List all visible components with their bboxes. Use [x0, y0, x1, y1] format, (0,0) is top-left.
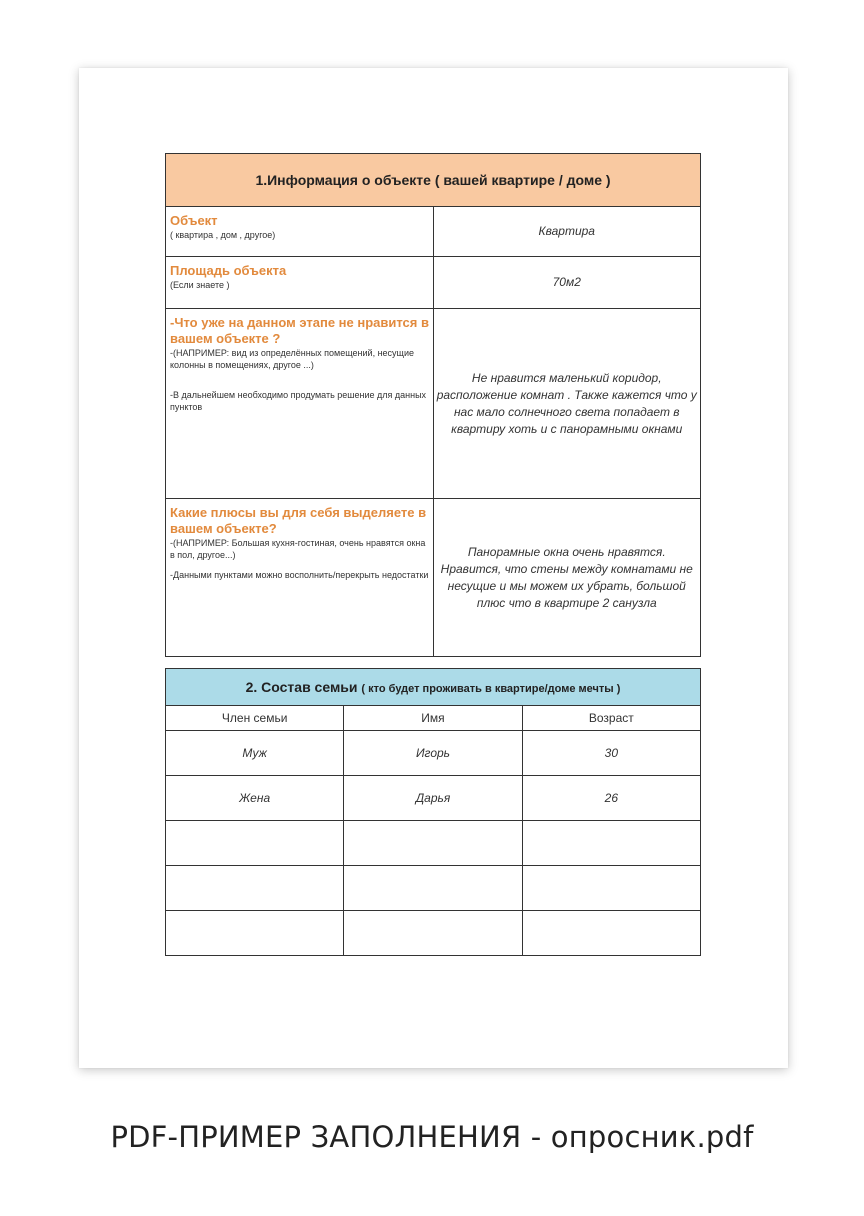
- area-hint: (Если знаете ): [170, 280, 230, 290]
- age-cell: [522, 911, 700, 956]
- name-cell: [344, 866, 522, 911]
- name-cell: [344, 821, 522, 866]
- object-label: Объект: [170, 213, 218, 228]
- object-value: Квартира: [433, 207, 701, 257]
- file-caption[interactable]: PDF-ПРИМЕР ЗАПОЛНЕНИЯ - опросник.pdf: [110, 1120, 754, 1154]
- area-label-cell: [166, 257, 434, 309]
- family-title-cell: [166, 669, 701, 706]
- age-cell: 30: [522, 731, 700, 776]
- name-cell: Игорь: [344, 731, 522, 776]
- member-cell: Муж: [166, 731, 344, 776]
- column-header-member: Член семьи: [166, 706, 344, 731]
- pluses-value: Панорамные окна очень нравятся. Нравится, что стены между комнатами не несущие и мы можем их убрать, большой плюс что в квартире 2 санузла: [433, 499, 701, 657]
- dislikes-hint: -(НАПРИМЕР: вид из определённых помещений, несущие колонны в помещениях, другое ...): [170, 348, 414, 370]
- pluses-hint: -(НАПРИМЕР: Большая кухня-гостиная, очень нравятся окна в пол, другое...): [170, 538, 426, 560]
- family-table: [165, 668, 701, 956]
- pluses-note: -Данными пунктами можно восполнить/перекрыть недостатки: [170, 570, 429, 580]
- object-hint: ( квартира , дом , другое): [170, 230, 276, 240]
- pdf-page-preview[interactable]: [79, 68, 788, 1068]
- dislikes-note: -В дальнейшем необходимо продумать решение для данных пунктов: [170, 390, 427, 412]
- area-value: 70м2: [433, 257, 701, 309]
- area-label: Площадь объекта: [170, 263, 287, 278]
- column-header-name: Имя: [344, 706, 522, 731]
- object-label-cell: [166, 207, 434, 257]
- table-row: [166, 731, 701, 776]
- age-cell: [522, 866, 700, 911]
- name-cell: Дарья: [344, 776, 522, 821]
- dislikes-label: -Что уже на данном этапе не нравится в вашем объекте ?: [170, 315, 429, 346]
- column-header-age: Возраст: [522, 706, 700, 731]
- age-cell: 26: [522, 776, 700, 821]
- age-cell: [522, 821, 700, 866]
- table-row: [166, 776, 701, 821]
- dislikes-label-cell: [166, 309, 434, 499]
- family-title: 2. Состав семьи: [245, 679, 358, 695]
- member-cell: [166, 911, 344, 956]
- table-row: [166, 911, 701, 956]
- table-row: [166, 866, 701, 911]
- family-title-note: ( кто будет проживать в квартире/доме мечты ): [361, 683, 621, 695]
- member-cell: [166, 821, 344, 866]
- dislikes-value: Не нравится маленький коридор, расположение комнат . Также кажется что у нас мало солнечного света попадает в квартиру хоть и с панорамными окнами: [433, 309, 701, 499]
- object-info-title: 1.Информация о объекте ( вашей квартире / доме ): [166, 154, 701, 207]
- object-info-table: [165, 153, 701, 657]
- name-cell: [344, 911, 522, 956]
- member-cell: Жена: [166, 776, 344, 821]
- pluses-label: Какие плюсы вы для себя выделяете в вашем объекте?: [170, 505, 427, 536]
- table-row: [166, 821, 701, 866]
- member-cell: [166, 866, 344, 911]
- pluses-label-cell: [166, 499, 434, 657]
